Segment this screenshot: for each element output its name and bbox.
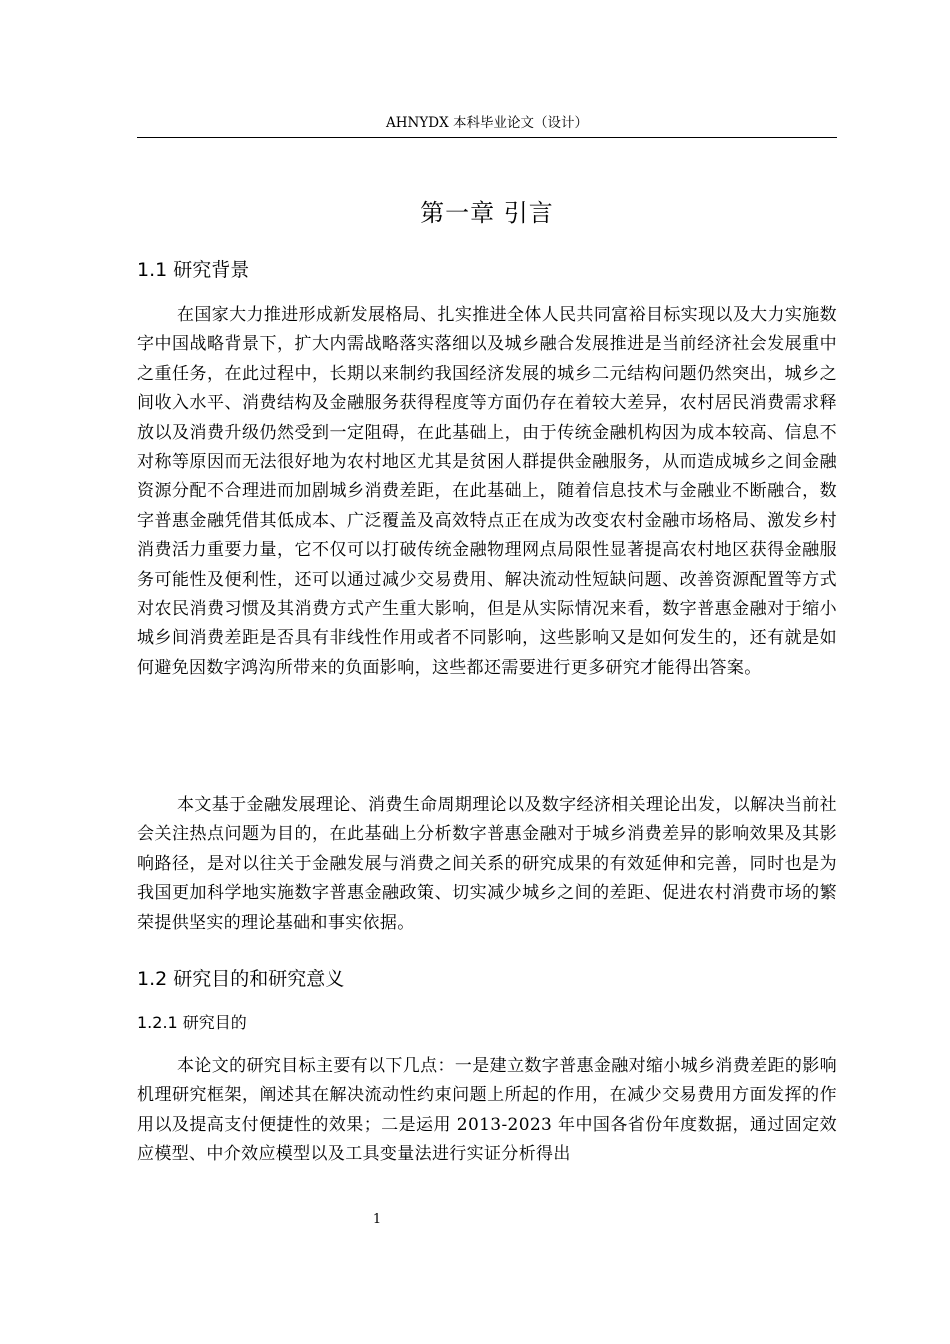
header-rule <box>137 137 837 138</box>
running-header: AHNYDX 本科毕业论文（设计） <box>386 115 588 131</box>
page-number: 1 <box>372 1212 382 1227</box>
paragraph-background-2: 本文基于金融发展理论、消费生命周期理论以及数字经济相关理论出发，以解决当前社会关注热点问题为目的，在此基础上分析数字普惠金融对于城乡消费差异的影响效果及其影响路径，是对以往关于金融发展与消费之间关系的研究成果的有效延伸和完善，同时也是为我国更加科学地实施数字普惠金融政策、切实减少城乡之间的差距、促进农村消费市场的繁荣提供坚实的理论基础和事实依据。 <box>137 795 837 933</box>
paragraph-research-goals: 本论文的研究目标主要有以下几点：一是建立数字普惠金融对缩小城乡消费差距的影响机理研究框架，阐述其在解决流动性约束问题上所起的作用，在减少交易费用方面发挥的作用以及提高支付便捷性的效果；二是运用 2013-2023 年中国各省份年度数据，通过固定效应模型、中介效应模型以及工具变量法进行实证分析得出 <box>137 1056 837 1165</box>
section-heading-1-2: 1.2 研究目的和研究意义 <box>137 968 345 990</box>
chapter-title: 第一章 引言 <box>420 199 554 227</box>
subsection-heading-1-2-1: 1.2.1 研究目的 <box>137 1013 247 1032</box>
section-heading-1-1: 1.1 研究背景 <box>137 259 250 281</box>
paragraph-background-1: 在国家大力推进形成新发展格局、扎实推进全体人民共同富裕目标实现以及大力实施数字中国战略背景下，扩大内需战略落实落细以及城乡融合发展推进是当前经济社会发展重中之重任务，在此过程中，长期以来制约我国经济发展的城乡二元结构问题仍然突出，城乡之间收入水平、消费结构及金融服务获得程度等方面仍存在着较大差异，农村居民消费需求释放以及消费升级仍然受到一定阻碍，在此基础上，由于传统金融机构因为成本较高、信息不对称等原因而无法很好地为农村地区尤其是贫困人群提供金融服务，从而造成城乡之间金融资源分配不合理进而加剧城乡消费差距，在此基础上，随着信息技术与金融业不断融合，数字普惠金融凭借其低成本、广泛覆盖及高效特点正在成为改变农村金融市场格局、激发乡村消费活力重要力量，它不仅可以打破传统金融物理网点局限性显著提高农村地区获得金融服务可能性及便利性，还可以通过减少交易费用、解决流动性短缺问题、改善资源配置等方式对农民消费习惯及其消费方式产生重大影响，但是从实际情况来看，数字普惠金融对于缩小城乡间消费差距是否具有非线性作用或者不同影响，这些影响又是如何发生的，还有就是如何避免因数字鸿沟所带来的负面影响，这些都还需要进行更多研究才能得出答案。 <box>137 305 837 678</box>
